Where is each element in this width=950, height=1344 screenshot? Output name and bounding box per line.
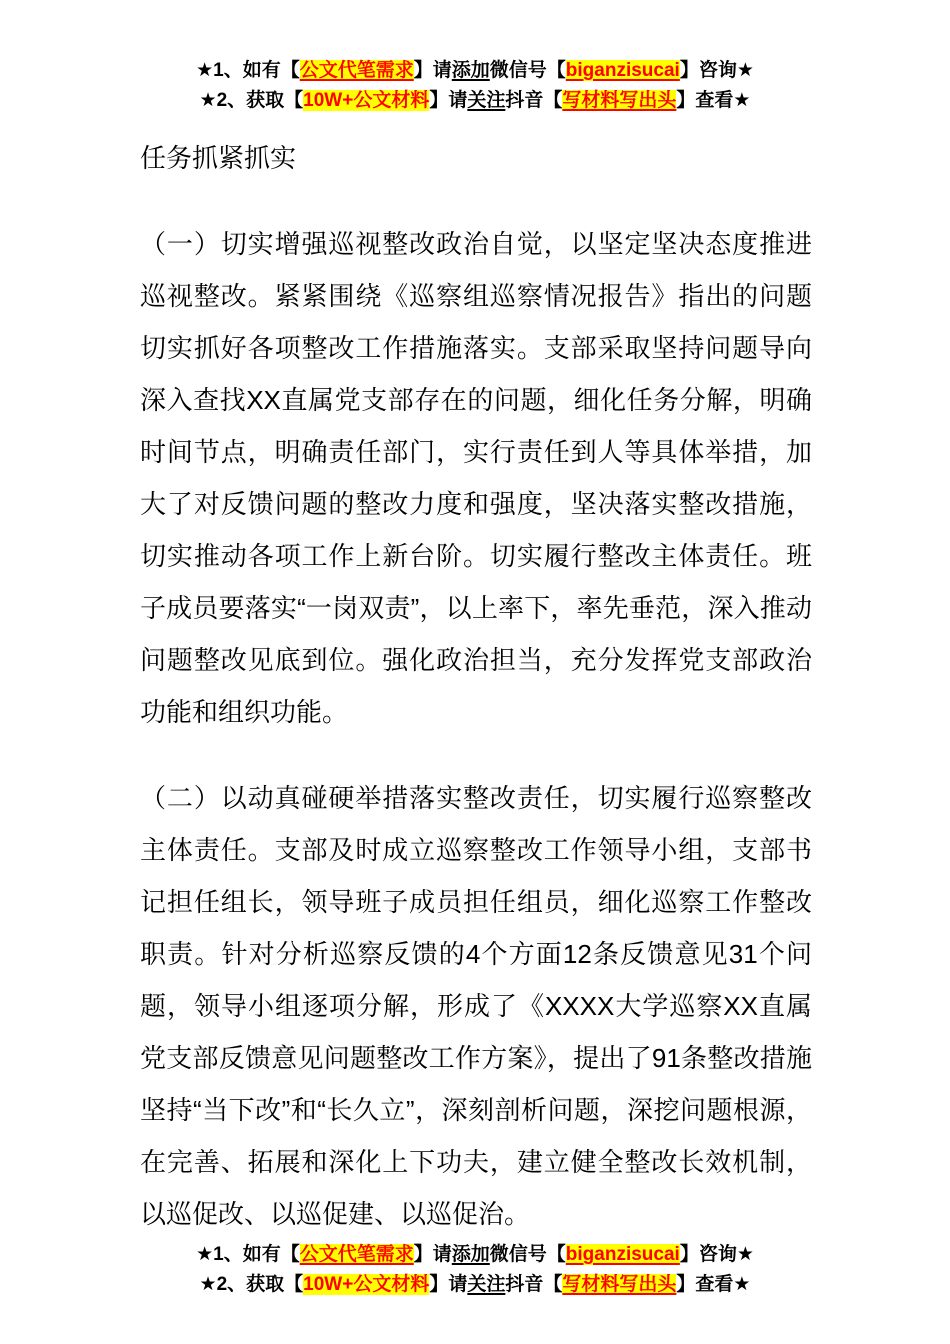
promo-text: 】咨询★	[679, 60, 754, 81]
promo-text: 】请	[429, 90, 468, 111]
promo-text: ★2、获取【	[199, 90, 304, 111]
promo-highlight-material: 10W+公文材料	[303, 1274, 430, 1295]
promo-underlined-action: 添加	[451, 1244, 490, 1265]
promo-text: 抖音【	[505, 90, 563, 111]
promo-text: 微信号【	[489, 1244, 566, 1265]
promo-highlight-material: 10W+公文材料	[303, 90, 430, 111]
promo-highlight-douyin-id: 写材料写出头	[562, 1274, 677, 1295]
promo-text: ★2、获取【	[199, 1274, 304, 1295]
paragraph-2: （二）以动真碰硬举措落实整改责任，切实履行巡察整改主体责任。支部及时成立巡察整改工作领导小组，支部书记担任组长，领导班子成员担任组员，细化巡察工作整改职责。针对分析巡察反馈的4个方面12条反馈意见31个问题，领导小组逐项分解，形成了《XXXX大学巡察XX直属党支部反馈意见问题整改工作方案》，提出了91条整改措施坚持“当下改”和“长久立”，深刻剖析问题，深挖问题根源，在完善、拓展和深化上下功夫，建立健全整改长效机制，以巡促改、以巡促建、以巡促治。	[140, 783, 812, 1229]
promo-text: ★1、如有【	[196, 1244, 300, 1265]
promo-highlight-service: 公文代笔需求	[299, 60, 414, 81]
promo-footer-line-1	[0, 1240, 950, 1270]
promo-highlight-wechat-id: biganzisucai	[565, 1244, 680, 1265]
promo-text: 】查看★	[676, 1274, 751, 1295]
promo-underlined-action: 添加	[451, 60, 490, 81]
promo-text: 】请	[413, 60, 452, 81]
promo-header	[0, 0, 950, 116]
promo-header-line-2	[0, 86, 950, 116]
promo-underlined-action: 关注	[467, 90, 506, 111]
promo-header-line-1	[0, 56, 950, 86]
document-body	[0, 116, 950, 1240]
paragraph-1: （一）切实增强巡视整改政治自觉，以坚定坚决态度推进巡视整改。紧紧围绕《巡察组巡察情况报告》指出的问题切实抓好各项整改工作措施落实。支部采取坚持问题导向深入查找XX直属党支部存在的问题，细化任务分解，明确时间节点，明确责任部门，实行责任到人等具体举措，加大了对反馈问题的整改力度和强度，坚决落实整改措施，切实推动各项工作上新台阶。切实履行整改主体责任。班子成员要落实“一岗双责”，以上率下，率先垂范，深入推动问题整改见底到位。强化政治担当，充分发挥党支部政治功能和组织功能。	[140, 229, 812, 727]
promo-highlight-wechat-id: biganzisucai	[565, 60, 680, 81]
promo-footer	[0, 1240, 950, 1344]
continuation-line: 任务抓紧抓实	[140, 143, 297, 173]
promo-text: ★1、如有【	[196, 60, 300, 81]
promo-text: 】请	[429, 1274, 468, 1295]
promo-text: 】咨询★	[679, 1244, 754, 1265]
promo-footer-line-2	[0, 1270, 950, 1300]
promo-text: 】查看★	[676, 90, 751, 111]
promo-underlined-action: 关注	[467, 1274, 506, 1295]
promo-text: 】请	[413, 1244, 452, 1265]
promo-highlight-douyin-id: 写材料写出头	[562, 90, 677, 111]
promo-highlight-service: 公文代笔需求	[299, 1244, 414, 1265]
promo-text: 微信号【	[489, 60, 566, 81]
promo-text: 抖音【	[505, 1274, 563, 1295]
